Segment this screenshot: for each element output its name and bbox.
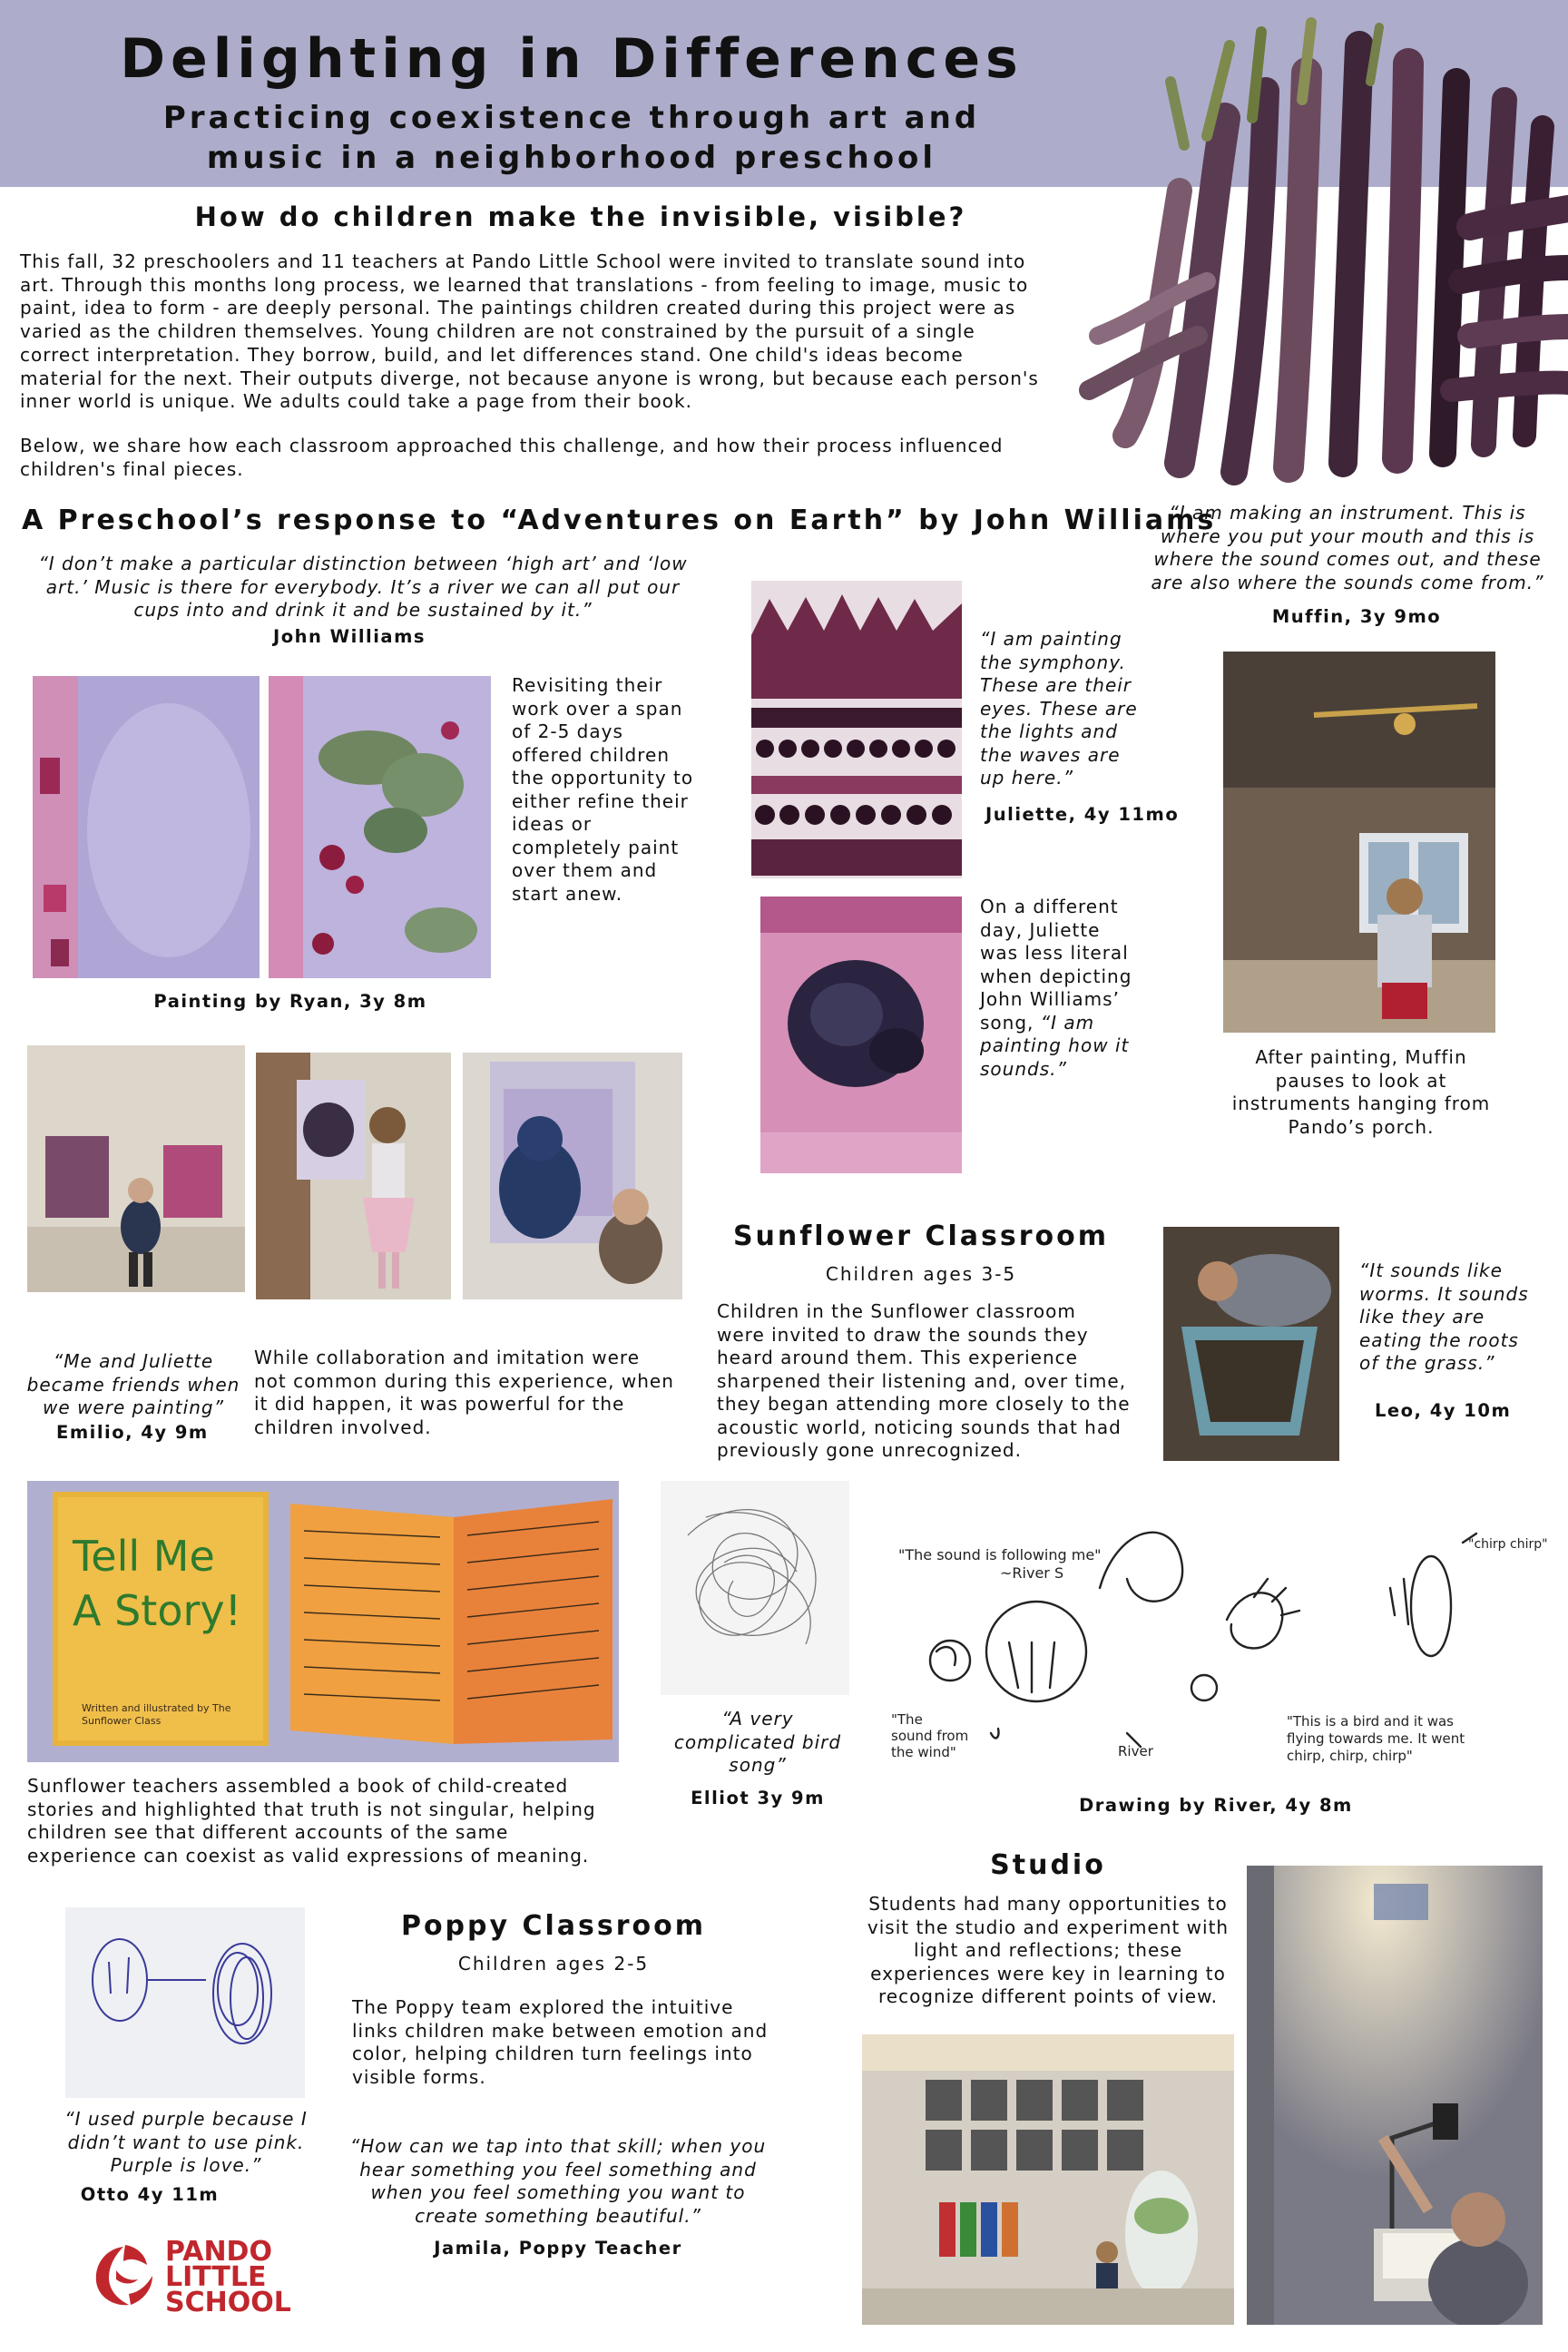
- revisit-line: over them and: [512, 859, 658, 881]
- intro-line: correct interpretation. They borrow, build, and let differences stand. One child's ideas become: [20, 343, 964, 366]
- book-cover-title: [73, 1529, 245, 1638]
- otto-drawing: [65, 1907, 305, 2098]
- quote-line: where you put your mouth and this is: [1160, 524, 1535, 547]
- studio-line: recognize different points of view.: [877, 1985, 1218, 2007]
- juliette-attribution: Juliette, 4y 11mo: [985, 804, 1180, 825]
- ryan-caption: Painting by Ryan, 3y 8m: [153, 991, 427, 1012]
- quote-line: where the sound comes out, and these: [1153, 548, 1542, 570]
- logo-line: LITTLE: [165, 2261, 267, 2293]
- subtitle-line: Practicing coexistence through art and: [162, 100, 981, 136]
- caption-line: Pando’s porch.: [1288, 1115, 1435, 1138]
- quote-line: “Me and Juliette: [53, 1350, 214, 1372]
- juliette2-line: [980, 1058, 1161, 1082]
- studio-line: light and reflections; these: [913, 1939, 1183, 1961]
- book-caption-line: stories and highlighted that truth is not singular, helping: [27, 1798, 596, 1820]
- juliette2-line: was less literal: [980, 942, 1129, 964]
- children-easel-photo-1: [27, 1045, 245, 1292]
- jamila-attribution: Jamila, Poppy Teacher: [434, 2238, 682, 2259]
- emilio-quote: [20, 1350, 247, 1420]
- pando-logo: [89, 2238, 298, 2316]
- quote-line: eyes. These are: [980, 697, 1138, 720]
- juliette2-quote-start: “I am: [1040, 1011, 1095, 1034]
- muffin-caption: [1216, 1046, 1506, 1139]
- revisit-line: either refine their: [512, 789, 689, 812]
- quote-line: we were painting”: [43, 1396, 224, 1418]
- caption-line: instruments hanging from: [1231, 1093, 1491, 1114]
- poppy-ages: Children ages 2-5: [457, 1953, 650, 1975]
- juliette2-line-start: song,: [980, 1011, 1041, 1034]
- book-caption-line: Sunflower teachers assembled a book of child-created: [27, 1775, 569, 1797]
- sunflower-line: previously gone unrecognized.: [717, 1439, 1022, 1461]
- elliot-attribution: Elliot 3y 9m: [691, 1788, 825, 1808]
- quote-line: when you feel something you want to: [370, 2181, 746, 2203]
- river-note-name: River: [1118, 1743, 1153, 1759]
- muffin-porch-photo: [1223, 652, 1495, 1033]
- revisit-line: completely paint: [512, 836, 680, 858]
- intro-below-line: Below, we share how each classroom approached this challenge, and how their process influenced: [20, 435, 1004, 456]
- sunflower-line: sharpened their listening and, over time,: [717, 1369, 1127, 1392]
- collab-line: children involved.: [254, 1416, 432, 1438]
- children-easel-photo-2: [256, 1053, 451, 1299]
- quote-line: the lights and: [980, 720, 1118, 742]
- quote-line: of the grass.”: [1359, 1352, 1495, 1374]
- revisit-line: Revisiting their: [512, 674, 663, 696]
- quote-line: “I used purple because I: [64, 2108, 308, 2130]
- poster-title: Delighting in Differences: [120, 27, 1024, 91]
- poppy-line: The Poppy team explored the intuitive: [352, 1996, 734, 2018]
- revisit-line: of 2-5 days: [512, 720, 623, 742]
- logo-line: SCHOOL: [165, 2287, 291, 2318]
- quote-line: “It sounds like: [1359, 1259, 1503, 1281]
- juliette2-line: John Williams’: [980, 988, 1120, 1010]
- quote-line: the waves are: [980, 743, 1121, 766]
- juliette2-line: On a different: [980, 896, 1119, 917]
- quote-line: up here.”: [980, 767, 1073, 789]
- intro-line: This fall, 32 preschoolers and 11 teachers at Pando Little School were invited to translate sound into: [20, 250, 1026, 272]
- quote-line: art.’ Music is there for everybody. It’s a river we can all put our: [45, 575, 681, 598]
- sunflower-line: they began attending more closely to the: [717, 1393, 1131, 1415]
- river-note-line: flying towards me. It went: [1287, 1730, 1465, 1747]
- quote-line: Purple is love.”: [110, 2154, 262, 2176]
- river-note-following: [898, 1546, 1102, 1583]
- logo-line: PANDO: [165, 2236, 272, 2268]
- revisit-line: offered children: [512, 743, 671, 766]
- revisit-line: the opportunity to: [512, 767, 694, 789]
- revisit-line: work over a span: [512, 697, 683, 720]
- otto-quote: [36, 2108, 336, 2178]
- collab-line: not common during this experience, when: [254, 1369, 674, 1392]
- poppy-line: color, helping children turn feelings into: [352, 2043, 753, 2064]
- collab-line: it did happen, it was powerful for the: [254, 1393, 625, 1415]
- quote-line: became friends when: [26, 1373, 240, 1396]
- muffin-attribution: Muffin, 3y 9mo: [1271, 606, 1442, 627]
- book-caption-line: children see that different accounts of the same: [27, 1821, 509, 1843]
- quote-line: create something beautiful.”: [415, 2204, 701, 2227]
- studio-line: experiences were key in learning to: [870, 1962, 1226, 1984]
- studio-light-photo: [1247, 1866, 1543, 2325]
- quote-line: cups into and drink it and be sustained by it.”: [133, 599, 593, 621]
- studio-heading: Studio: [990, 1849, 1106, 1881]
- poppy-line: links children make between emotion and: [352, 2019, 769, 2042]
- intro-below-line: children's final pieces.: [20, 457, 244, 480]
- john-williams-attribution: John Williams: [272, 626, 426, 647]
- quote-line: are also where the sounds come from.”: [1151, 571, 1544, 593]
- juliette-painting-1-image: [751, 581, 962, 878]
- quote-line: These are their: [980, 674, 1132, 696]
- juliette2-line: day, Juliette: [980, 918, 1101, 941]
- quote-line: “How can we tap into that skill; when you: [349, 2135, 767, 2157]
- juliette2-line: [980, 1012, 1161, 1035]
- sunflower-heading: Sunflower Classroom: [732, 1220, 1110, 1252]
- quote-line: song”: [729, 1754, 787, 1776]
- pando-logo-text: [165, 2236, 291, 2318]
- juliette2-quote-mid: painting how it: [980, 1034, 1130, 1056]
- book-cover-credit: Written and illustrated by The Sunflower Class: [82, 1702, 231, 1727]
- intro-question: How do children make the invisible, visible?: [194, 201, 967, 232]
- leo-quote: [1359, 1259, 1559, 1376]
- river-note-chirp: "chirp chirp": [1468, 1537, 1548, 1552]
- emilio-attribution: Emilio, 4y 9m: [56, 1422, 209, 1443]
- river-note-line: "The sound is following me": [898, 1546, 1102, 1563]
- muffin-quote: [1143, 502, 1552, 594]
- intro-below-paragraph: [20, 435, 1091, 481]
- adventures-heading: A Preschool’s response to “Adventures on Earth” by John Williams: [22, 505, 1217, 536]
- jamila-quote: [345, 2135, 771, 2228]
- river-note-line: ~River S: [1000, 1564, 1064, 1582]
- quote-line: didn’t want to use pink.: [67, 2131, 305, 2153]
- otto-attribution: Otto 4y 11m: [80, 2184, 220, 2205]
- river-note-bird: [1287, 1713, 1465, 1765]
- juliette-painting-2-image: [760, 897, 962, 1173]
- ryan-painting-2-image: [269, 676, 491, 978]
- intro-line: paint, idea to form - are deeply personal. The paintings children created during this project were as: [20, 297, 1016, 319]
- book-caption: [27, 1775, 626, 1867]
- studio-classroom-photo: [862, 2034, 1234, 2325]
- quote-line: eating the roots: [1359, 1328, 1519, 1351]
- juliette-quote: [980, 628, 1161, 790]
- juliette2-line: [980, 1034, 1161, 1058]
- river-note-line: the wind": [891, 1744, 956, 1760]
- quote-line: worms. It sounds: [1359, 1282, 1529, 1305]
- intro-line: inner world is unique. We adults could take a page from their book.: [20, 390, 692, 413]
- quote-line: “I don’t make a particular distinction between ‘high art’ and ‘low: [38, 553, 688, 574]
- river-note-line: chirp, chirp, chirp": [1287, 1748, 1413, 1764]
- intro-paragraph: [20, 250, 1091, 414]
- quote-line: “A very: [721, 1708, 794, 1730]
- river-note-wind: [891, 1711, 968, 1760]
- intro-line: material for the next. Their outputs diverge, not because anyone is wrong, but because each person's: [20, 367, 1039, 389]
- abstract-painting-image: [1071, 9, 1568, 485]
- sunflower-line: acoustic world, noticing sounds that had: [717, 1416, 1122, 1438]
- book-cover-line: Tell Me: [73, 1532, 215, 1581]
- sunflower-ages: Children ages 3-5: [825, 1263, 1017, 1285]
- juliette2-line: when depicting: [980, 965, 1132, 987]
- book-cover-line: A Story!: [73, 1586, 242, 1635]
- studio-line: Students had many opportunities to: [868, 1893, 1228, 1915]
- subtitle-line: music in a neighborhood preschool: [206, 140, 937, 176]
- quote-line: hear something you feel something and: [359, 2158, 757, 2180]
- leo-garden-photo: [1163, 1227, 1339, 1461]
- pando-leaf-icon: [89, 2238, 160, 2310]
- juliette-different-day-text: [980, 896, 1161, 1081]
- elliot-scribble-drawing: [661, 1481, 849, 1695]
- leo-attribution: Leo, 4y 10m: [1375, 1400, 1512, 1421]
- quote-line: the symphony.: [980, 651, 1126, 673]
- studio-line: visit the studio and experiment with: [867, 1916, 1230, 1938]
- sunflower-body: [717, 1300, 1134, 1463]
- quote-line: like they are: [1359, 1306, 1485, 1328]
- sunflower-line: were invited to draw the sounds they: [717, 1323, 1089, 1346]
- river-note-line: sound from: [891, 1728, 969, 1744]
- caption-line: pauses to look at: [1275, 1069, 1447, 1092]
- intro-line: art. Through this months long process, we learned that translations - from feeling to image, music to: [20, 273, 1029, 296]
- revisit-line: ideas or: [512, 813, 593, 835]
- caption-line: After painting, Muffin: [1255, 1046, 1467, 1068]
- john-williams-quote: [27, 553, 699, 622]
- quote-line: complicated bird: [673, 1730, 842, 1753]
- collab-line: While collaboration and imitation were: [254, 1347, 641, 1368]
- poster-subtitle: [0, 98, 1143, 178]
- sunflower-line: Children in the Sunflower classroom: [717, 1300, 1076, 1322]
- children-easel-photo-3: [463, 1053, 682, 1299]
- quote-line: “I am making an instrument. This is: [1169, 502, 1526, 524]
- collaboration-text: [254, 1347, 690, 1439]
- quote-line: “I am painting: [980, 628, 1122, 650]
- sunflower-line: heard around them. This experience: [717, 1347, 1078, 1368]
- poppy-line: visible forms.: [352, 2065, 486, 2088]
- revisit-line: start anew.: [512, 882, 623, 905]
- elliot-quote: [653, 1708, 862, 1778]
- ryan-painting-1-image: [33, 676, 260, 978]
- river-note-line: "This is a bird and it was: [1287, 1713, 1454, 1730]
- juliette2-quote-end: sounds.”: [980, 1057, 1067, 1080]
- river-note-line: "The: [891, 1711, 923, 1728]
- intro-line: varied as the children themselves. Young children are not constrained by the pursuit of a single: [20, 320, 975, 343]
- river-caption: Drawing by River, 4y 8m: [1079, 1795, 1353, 1816]
- studio-body: [858, 1893, 1239, 2009]
- revisit-text: [512, 674, 720, 906]
- book-caption-line: experience can coexist as valid expressions of meaning.: [27, 1844, 590, 1867]
- poppy-body: [352, 1996, 788, 2089]
- poppy-heading: Poppy Classroom: [400, 1910, 707, 1942]
